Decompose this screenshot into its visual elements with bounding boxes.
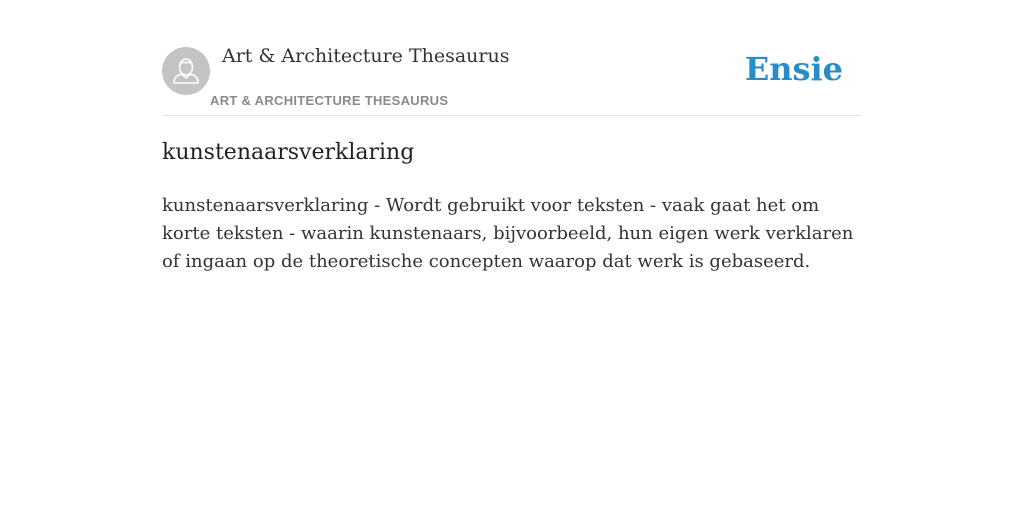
entry-title: kunstenaarsverklaring [162, 140, 415, 165]
author-source[interactable]: ART & ARCHITECTURE THESAURUS [210, 93, 449, 108]
author-avatar[interactable] [162, 47, 210, 95]
ensie-logo[interactable]: Ensie [744, 50, 843, 88]
entry-definition: kunstenaarsverklaring - Wordt gebruikt voor teksten - vaak gaat het om korte teksten - waarin kunstenaars, bijvoorbeeld, hun eigen werk verklaren of ingaan op de theoretische concepten waarop dat werk is gebaseerd. [162, 195, 854, 272]
entry-header [162, 40, 862, 116]
author-name[interactable]: Art & Architecture Thesaurus [222, 45, 510, 67]
user-avatar-icon [162, 47, 210, 95]
